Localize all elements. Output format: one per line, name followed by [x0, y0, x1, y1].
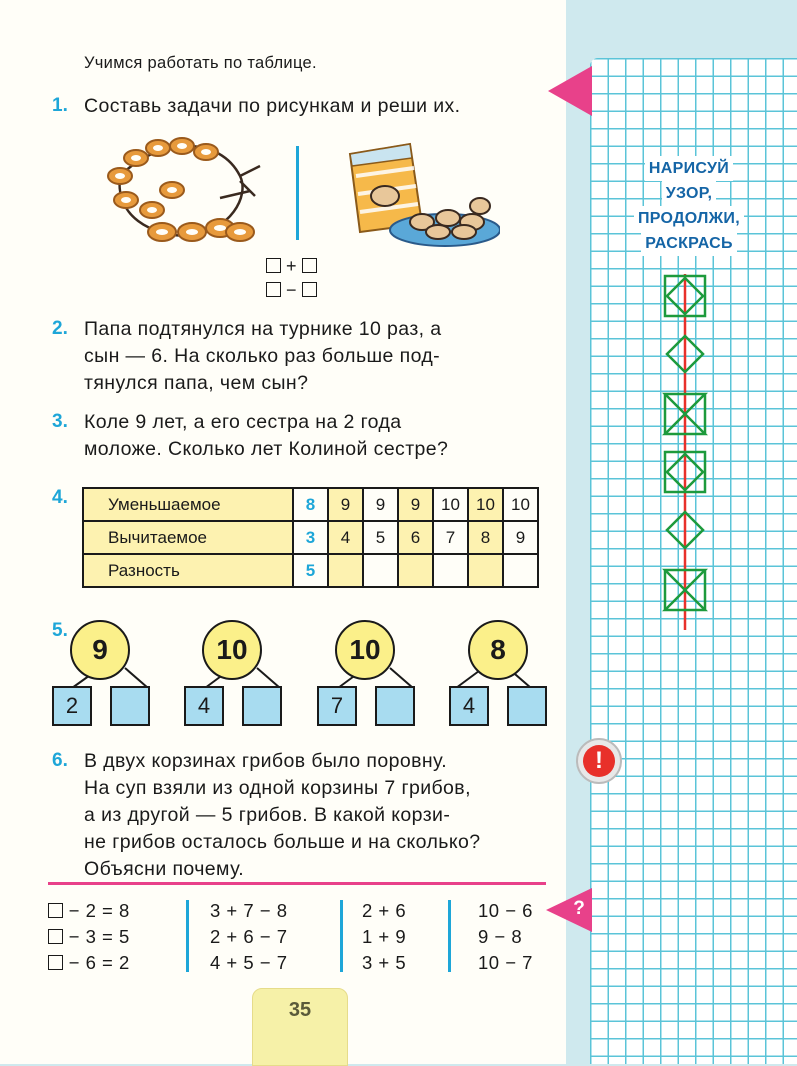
page-number: 35 [288, 999, 312, 1021]
table-cell [363, 554, 398, 587]
number-box: 4 [184, 686, 224, 726]
table-cell [468, 554, 503, 587]
table-cell: 7 [433, 521, 468, 554]
empty-square [48, 955, 63, 970]
equation: − 3 = 5 [48, 926, 130, 948]
expression: 1 + 9 [362, 926, 407, 947]
task2-line: Папа подтянулся на турнике 10 раз, а [84, 318, 442, 340]
task1-text: Составь задачи по рисункам и реши их. [84, 95, 461, 117]
expression: 3 + 7 − 8 [210, 900, 288, 921]
task-number: 1. [52, 95, 68, 116]
picture-divider [296, 146, 299, 240]
table-row [83, 488, 538, 521]
row-label: Уменьшаемое [83, 488, 293, 521]
table-cell: 6 [398, 521, 433, 554]
task-number: 4. [52, 487, 68, 508]
number-circle: 10 [202, 620, 262, 680]
number-box: 2 [52, 686, 92, 726]
table-cell [503, 554, 538, 587]
task6-line: не грибов осталось больше и на сколько? [84, 831, 481, 853]
table-cell: 9 [363, 488, 398, 521]
task2-line: сын — 6. На сколько раз больше под- [84, 345, 441, 367]
number-box [110, 686, 150, 726]
expression: 9 − 8 [478, 926, 523, 947]
number-box [507, 686, 547, 726]
section-divider [48, 882, 546, 885]
table-cell: 3 [293, 521, 328, 554]
expression: 4 + 5 − 7 [210, 952, 288, 973]
number-circle: 9 [70, 620, 130, 680]
empty-square [266, 258, 281, 273]
task2-line: тянулся папа, чем сын? [84, 372, 309, 394]
number-box: 4 [449, 686, 489, 726]
number-box: 7 [317, 686, 357, 726]
side-instruction: НАРИСУЙ УЗОР, ПРОДОЛЖИ, РАСКРАСЬ [614, 156, 764, 256]
question-icon: ? [566, 896, 592, 922]
table-cell: 9 [398, 488, 433, 521]
column-divider [448, 900, 451, 972]
table-cell: 5 [293, 554, 328, 587]
expression: 10 − 6 [478, 900, 533, 921]
empty-square [48, 903, 63, 918]
bag-of-pretzels-illustration [330, 136, 500, 248]
exclamation-badge [576, 738, 622, 784]
number-box [375, 686, 415, 726]
table-cell: 5 [363, 521, 398, 554]
bagel-necklace-illustration [100, 136, 265, 248]
task-number: 2. [52, 318, 68, 339]
task-number: 5. [52, 620, 68, 641]
table-cell: 9 [503, 521, 538, 554]
equation: − 6 = 2 [48, 952, 130, 974]
task-number: 3. [52, 411, 68, 432]
empty-square [302, 258, 317, 273]
empty-square [266, 282, 281, 297]
table-cell [433, 554, 468, 587]
number-circle: 8 [468, 620, 528, 680]
number-box [242, 686, 282, 726]
equation: − 2 = 8 [48, 900, 130, 922]
column-divider [340, 900, 343, 972]
page-header: Учимся работать по таблице. [84, 54, 317, 72]
expression-minus: − [266, 280, 317, 301]
task-number: 6. [52, 750, 68, 771]
task6-line: а из другой — 5 грибов. В какой корзи- [84, 804, 451, 826]
task3-line: Коле 9 лет, а его сестра на 2 года [84, 411, 402, 433]
column-divider [186, 900, 189, 972]
number-circle: 10 [335, 620, 395, 680]
task6-line: В двух корзинах грибов было поровну. [84, 750, 448, 772]
table-cell [328, 554, 363, 587]
table-cell: 8 [468, 521, 503, 554]
table-cell: 4 [328, 521, 363, 554]
table-cell: 9 [328, 488, 363, 521]
row-label: Разность [83, 554, 293, 587]
task6-line: Объясни почему. [84, 858, 245, 880]
task3-line: моложе. Сколько лет Колиной сестре? [84, 438, 449, 460]
table-row [83, 554, 538, 587]
task6-line: На суп взяли из одной корзины 7 грибов, [84, 777, 471, 799]
expression: 3 + 5 [362, 952, 407, 973]
table-cell: 8 [293, 488, 328, 521]
expression-plus: + [266, 256, 317, 277]
page-number-tab [252, 988, 348, 1066]
empty-square [48, 929, 63, 944]
expression: 2 + 6 [362, 900, 407, 921]
table-cell: 10 [433, 488, 468, 521]
empty-square [302, 282, 317, 297]
subtraction-table [82, 487, 539, 588]
expression: 2 + 6 − 7 [210, 926, 288, 947]
exclamation-icon: ! [583, 745, 615, 777]
expression: 10 − 7 [478, 952, 533, 973]
table-cell: 10 [503, 488, 538, 521]
row-label: Вычитаемое [83, 521, 293, 554]
table-cell [398, 554, 433, 587]
pattern-drawing [656, 270, 716, 634]
pink-triangle-marker [548, 66, 592, 116]
table-cell: 10 [468, 488, 503, 521]
table-row [83, 521, 538, 554]
